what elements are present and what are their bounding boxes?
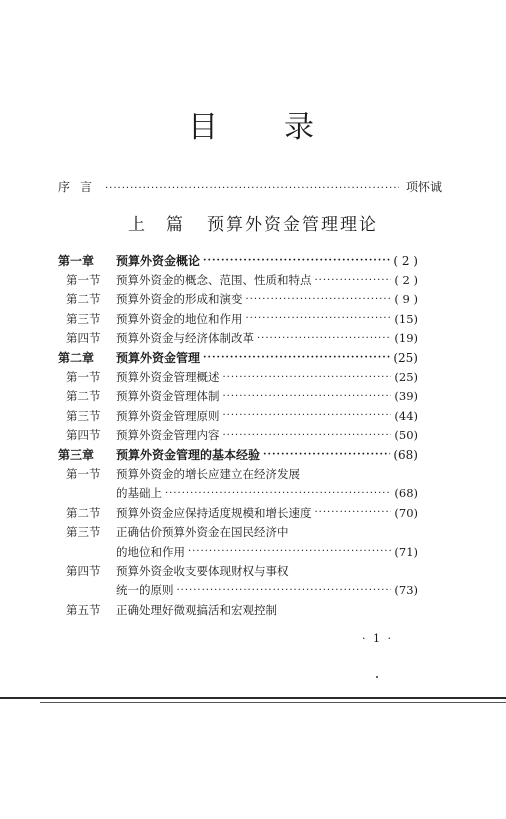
toc-entry-page: (68) xyxy=(394,486,418,501)
bottom-rule xyxy=(0,697,506,699)
dot-leader xyxy=(246,294,392,305)
toc-entry-page: (70) xyxy=(394,505,418,520)
toc-entry-page: ( 9 ) xyxy=(394,292,418,307)
toc-entry-number: 第三节 xyxy=(66,408,101,423)
toc-section-row xyxy=(58,561,418,580)
toc-section-row xyxy=(58,581,418,600)
dot-leader xyxy=(263,449,390,460)
title-char-1: 目 xyxy=(188,110,222,145)
print-speck xyxy=(376,676,378,678)
page-number: · 1 · xyxy=(362,632,393,645)
toc-entry-title: 预算外资金的形成和演变 xyxy=(116,292,243,307)
toc-entry-page: (73) xyxy=(394,583,418,598)
toc-entry-title: 预算外资金管理概述 xyxy=(116,370,220,385)
dot-leader xyxy=(105,183,399,194)
toc-entry-number: 第一章 xyxy=(58,254,95,269)
toc-entry-number: 第二节 xyxy=(66,505,101,520)
toc-entry-number: 第二节 xyxy=(66,389,101,404)
toc-section-row xyxy=(58,290,418,309)
title-char-2: 录 xyxy=(284,110,318,145)
toc-chapter-row xyxy=(58,445,418,464)
toc-entry-number: 第二节 xyxy=(66,292,101,307)
toc-entry-number: 第二章 xyxy=(58,351,95,366)
toc-section-row xyxy=(58,600,418,619)
dot-leader xyxy=(223,391,392,402)
toc-entry-page: (25) xyxy=(393,350,418,365)
toc-entry-number: 第五节 xyxy=(66,602,101,617)
toc-section-row xyxy=(58,367,418,386)
dot-leader xyxy=(315,507,392,518)
preface-entry xyxy=(58,178,442,195)
dot-leader xyxy=(203,352,390,363)
toc-entry-title: 预算外资金的概念、范围、性质和特点 xyxy=(116,273,312,288)
dot-leader xyxy=(165,488,391,499)
toc-entry-title: 预算外资金管理原则 xyxy=(116,408,220,423)
toc-entry-number: 第一节 xyxy=(66,370,101,385)
toc-entry-page: (71) xyxy=(394,544,418,559)
toc-section-row xyxy=(58,309,418,328)
toc-chapter-row xyxy=(58,348,418,367)
toc-section-row xyxy=(58,503,418,522)
toc-section-row xyxy=(58,464,418,483)
toc-section-row xyxy=(58,270,418,289)
toc-entry-title: 预算外资金管理内容 xyxy=(116,428,220,443)
toc-entry-page: ( 2 ) xyxy=(394,273,418,288)
toc-entry-number: 第四节 xyxy=(66,428,101,443)
dot-leader xyxy=(246,313,392,324)
toc-chapter-row xyxy=(58,251,418,270)
toc-entry-number: 第四节 xyxy=(66,331,101,346)
toc-section-row xyxy=(58,329,418,348)
toc-section-row xyxy=(58,406,418,425)
bottom-rule-secondary xyxy=(40,702,506,703)
toc-entry-title: 预算外资金与经济体制改革 xyxy=(116,331,254,346)
toc-entry-title: 预算外资金管理的基本经验 xyxy=(116,448,261,463)
toc-entry-page: (19) xyxy=(394,331,418,346)
toc-entry-title: 预算外资金管理 xyxy=(116,351,201,366)
toc-entry-title: 的基础上 xyxy=(116,486,162,501)
toc-entry-title: 预算外资金的增长应建立在经济发展 xyxy=(116,466,300,481)
toc-section-row xyxy=(58,387,418,406)
table-of-contents xyxy=(58,251,418,619)
toc-entry-page: (39) xyxy=(394,389,418,404)
toc-entry-number: 第一节 xyxy=(66,273,101,288)
part-label: 上 篇 xyxy=(128,215,185,235)
toc-entry-title: 预算外资金收支要体现财权与事权 xyxy=(116,563,289,578)
dot-leader xyxy=(223,372,392,383)
toc-entry-title: 预算外资金应保持适度规模和增长速度 xyxy=(116,505,312,520)
toc-section-row xyxy=(58,426,418,445)
dot-leader xyxy=(223,410,392,421)
toc-entry-title: 正确估价预算外资金在国民经济中 xyxy=(116,525,289,540)
preface-label: 序言 xyxy=(58,180,103,194)
page-title xyxy=(0,102,506,146)
toc-entry-number: 第三章 xyxy=(58,448,95,463)
toc-entry-title: 正确处理好微观搞活和宏观控制 xyxy=(116,602,277,617)
toc-entry-title: 预算外资金的地位和作用 xyxy=(116,311,243,326)
toc-section-row xyxy=(58,484,418,503)
toc-entry-page: ( 2 ) xyxy=(393,253,418,268)
toc-entry-page: (15) xyxy=(394,311,418,326)
toc-entry-page: (44) xyxy=(394,408,418,423)
toc-entry-page: (25) xyxy=(394,370,418,385)
part-heading xyxy=(0,210,506,235)
dot-leader xyxy=(177,585,392,596)
toc-entry-number: 第三节 xyxy=(66,311,101,326)
toc-section-row xyxy=(58,522,418,541)
toc-entry-title: 的地位和作用 xyxy=(116,544,185,559)
toc-entry-title: 预算外资金概论 xyxy=(116,254,201,269)
toc-section-row xyxy=(58,542,418,561)
dot-leader xyxy=(257,333,391,344)
dot-leader xyxy=(223,430,392,441)
toc-entry-title: 统一的原则 xyxy=(116,583,174,598)
toc-entry-number: 第三节 xyxy=(66,525,101,540)
toc-entry-page: (68) xyxy=(393,447,418,462)
toc-entry-number: 第四节 xyxy=(66,563,101,578)
dot-leader xyxy=(203,255,390,266)
part-name: 预算外资金管理理论 xyxy=(207,215,378,235)
toc-entry-number: 第一节 xyxy=(66,466,101,481)
dot-leader xyxy=(188,546,391,557)
toc-entry-title: 预算外资金管理体制 xyxy=(116,389,220,404)
dot-leader xyxy=(315,275,392,286)
toc-entry-page: (50) xyxy=(394,428,418,443)
preface-author: 项怀诚 xyxy=(405,180,442,194)
